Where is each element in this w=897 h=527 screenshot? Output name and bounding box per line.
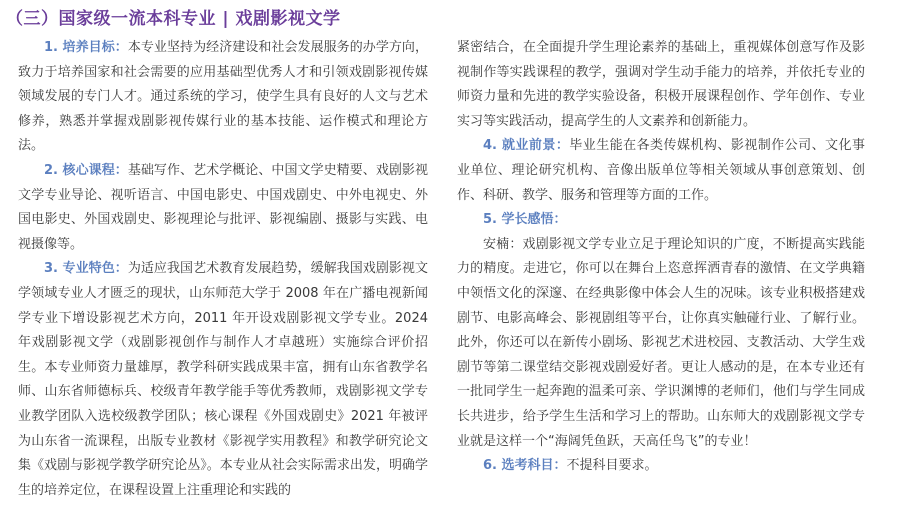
section-text: 基础写作、艺术学概论、中国文学史精要、戏剧影视文学专业导论、视听语言、中国电影史、中国戏剧史、中外电视史、外国电影史、外国戏剧史、影视理论与批评、影视编剧、摄影与实践、电视摄像等。	[18, 162, 428, 252]
section-core-courses	[18, 159, 428, 257]
section-senior-reflection-heading	[457, 208, 865, 233]
section-text: 毕业生能在各类传媒机构、影视制作公司、文化事业单位、理论研究机构、音像出版单位等相关领域从事创意策划、创作、科研、教学、服务和管理等方面的工作。	[457, 138, 865, 203]
section-text: 本专业坚持为经济建设和社会发展服务的办学方向，致力于培养国家和社会需要的应用基础型优秀人才和引领戏剧影视传媒领域发展的专门人才。通过系统的学习，使学生具有良好的人文与艺术修养，熟悉并掌握戏剧影视传媒行业的基本技能、运作模式和理论方法。	[18, 40, 428, 154]
section-heading: 1. 培养目标：	[44, 40, 128, 55]
section-training-goals	[18, 36, 428, 159]
section-text: 不提科目要求。	[566, 458, 658, 474]
section-heading: 5. 学长感悟：	[483, 212, 567, 228]
section-heading: 6. 选考科目：	[483, 458, 567, 474]
section-text: 安楠：戏剧影视文学专业立足于理论知识的广度，不断提高实践能力的精度。走进它，你可以在舞台上恣意挥洒青春的激情、在文学典籍中领悟文化的深邃、在经典影像中体会人生的况味。该专业积极搭建戏剧节、电影高峰会、影视剧组等平台，让你真实触碰行业、了解行业。此外，你还可以在新传小剧场、影视艺术进校园、支教活动、大学生戏剧节等第二课堂结交影视戏剧爱好者。更让人感动的是，在本专业还有一批同学生一起奔跑的温柔可亲、学识渊博的老师们，他们与学生同成长共进步，给予学生生活和学习上的帮助。山东师大的戏剧影视文学专业就是这样一个“海阔凭鱼跃，天高任鸟飞”的专业！	[457, 236, 865, 449]
section-text: 为适应我国艺术教育发展趋势，缓解我国戏剧影视文学领域专业人才匮乏的现状，山东师范大学于 2008 年在广播电视新闻学专业下增设影视艺术方向，2011 年开设戏剧影视文学专业。2024 年戏剧影视文学（戏剧影视创作与制作人才卓越班）实施综合评价招生。本专业师资力量雄厚，教学科研实践成果丰富，拥有山东省教学名师、山东省师德标兵、校级青年教学能手等优秀教师，戏剧影视文学专业教学团队入选校级教学团队；核心课程《外国戏剧史》2021 年被评为山东省一流课程，出版专业教材《影视学实用教程》和教学研究论文集《戏剧与影视学教学研究论丛》。本专业从社会实际需求出发，明确学生的培养定位，在课程设置上注重理论和实践的	[18, 261, 428, 498]
section-subject-requirements	[457, 454, 865, 479]
section-heading: 4. 就业前景：	[483, 138, 570, 154]
page-title: （三）国家级一流本科专业 | 戏剧影视文学	[6, 9, 341, 29]
section-senior-reflection	[457, 233, 865, 454]
section-employment	[457, 134, 865, 208]
right-column	[457, 36, 865, 479]
section-features	[18, 257, 428, 503]
section-heading: 3. 专业特色：	[44, 261, 128, 277]
section-heading: 2. 核心课程：	[44, 162, 128, 178]
left-column	[18, 36, 428, 503]
section-text: 紧密结合，在全面提升学生理论素养的基础上，重视媒体创意写作及影视制作等实践课程的教学，强调对学生动手能力的培养，并依托专业的师资力量和先进的教学实验设备，积极开展课程创作、学年创作、专业实习等实践活动，提高学生的人文素养和创新能力。	[457, 40, 865, 129]
section-features-continued	[457, 36, 865, 134]
